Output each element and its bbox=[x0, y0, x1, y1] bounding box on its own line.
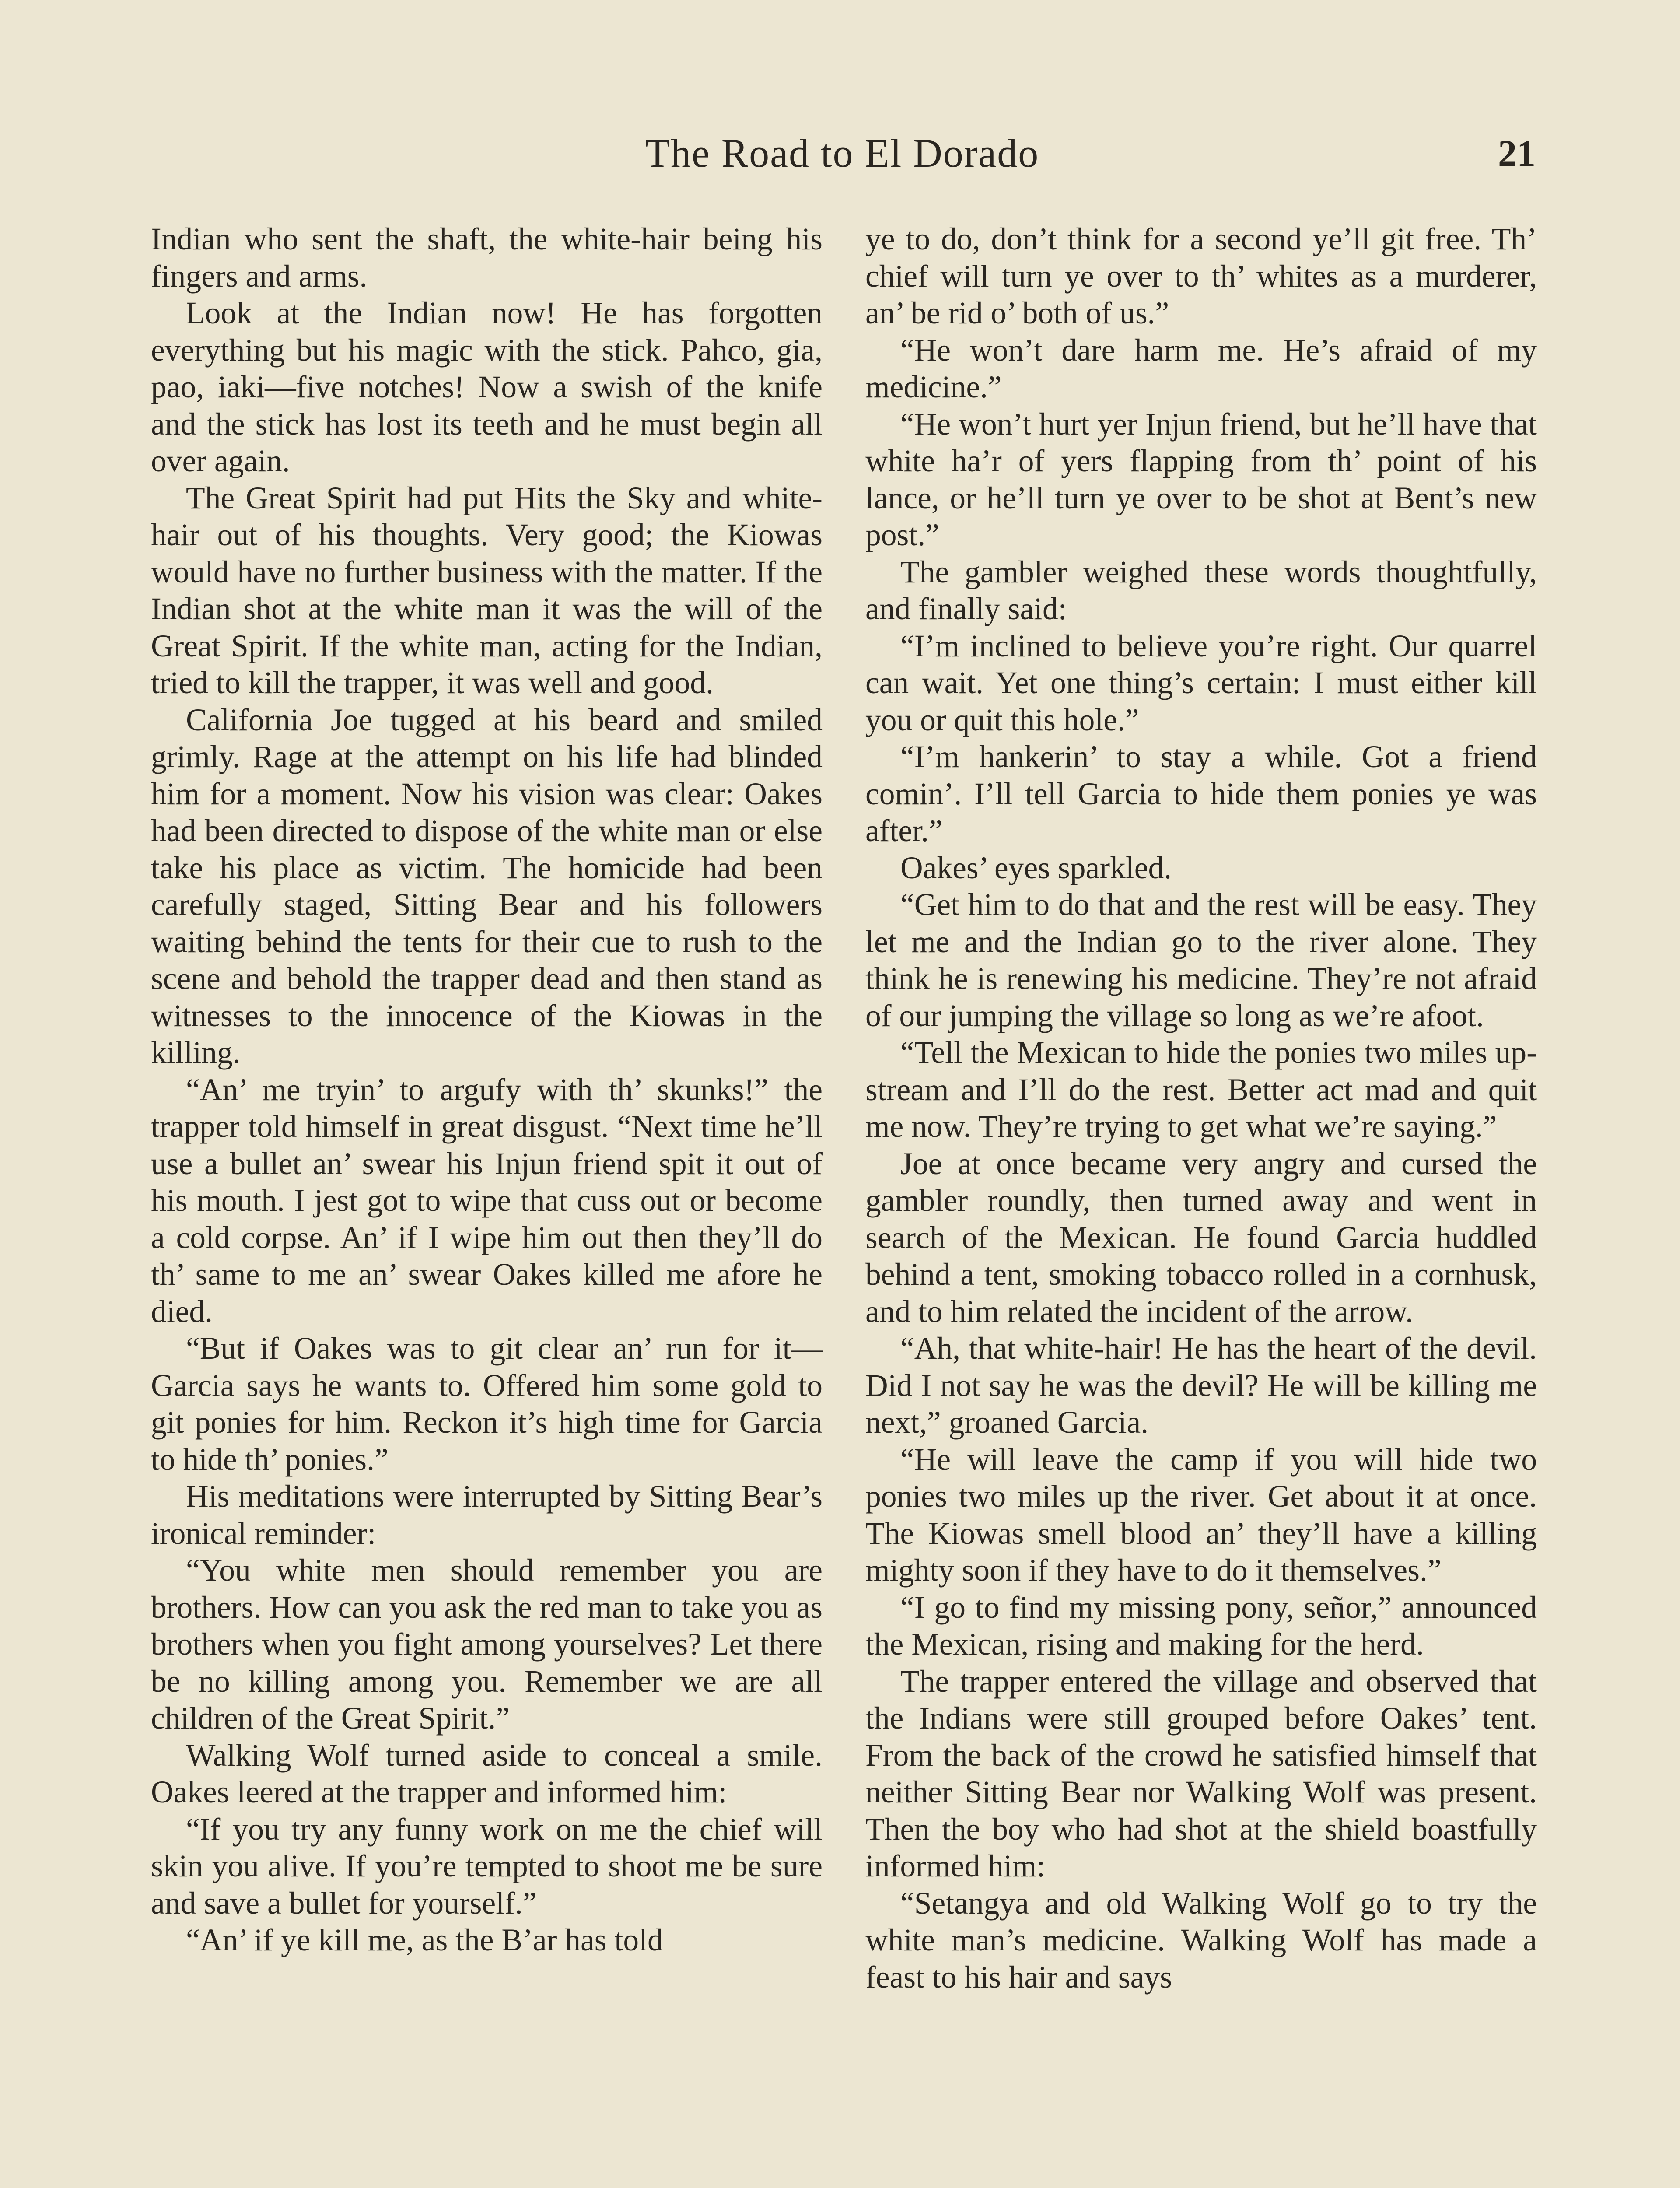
paragraph: “An’ me tryin’ to argufy with th’ skunks!” the trapper told himself in great disgust. “Next time he’ll use a bullet an’ swear his Injun friend spit it out of his mouth. I jest got to wipe that cuss out or become a cold corpse. An’ if I wipe him out then they’ll do th’ same to me an’ swear Oakes killed me afore he died. bbox=[151, 1072, 822, 1329]
paragraph: Indian who sent the shaft, the white-hair being his fingers and arms. bbox=[151, 222, 822, 294]
paragraph: “He won’t hurt yer Injun friend, but he’ll have that white ha’r of yers flapping from th’ point of his lance, or he’ll turn ye over to be shot at Bent’s new post.” bbox=[865, 407, 1537, 552]
paragraph: “But if Oakes was to git clear an’ run for it— Garcia says he wants to. Offered him some gold to git ponies for him. Reckon it’s high time for Garcia to hide th’ ponies.” bbox=[151, 1331, 822, 1477]
paragraph: California Joe tugged at his beard and smiled grimly. Rage at the attempt on his life had blinded him for a moment. Now his vision was clear: Oakes had been directed to dispose of the white man or else take his place as victim. The homicide had been carefully staged, Sitting Bear and his followers waiting behind the tents for their cue to rush to the scene and behold the trapper dead and then stand as witnesses to the innocence of the Kiowas in the killing. bbox=[151, 702, 822, 1070]
paragraph: “Tell the Mexican to hide the ponies two miles up-stream and I’ll do the rest. Better act mad and quit me now. They’re trying to get what we’re saying.” bbox=[865, 1035, 1537, 1144]
right-text-column bbox=[865, 221, 1537, 2188]
paragraph: The Great Spirit had put Hits the Sky and white-hair out of his thoughts. Very good; the Kiowas would have no further business with the matter. If the Indian shot at the white man it was the will of the Great Spirit. If the white man, acting for the Indian, tried to kill the trapper, it was well and good. bbox=[151, 480, 822, 700]
paragraph: ye to do, don’t think for a second ye’ll git free. Th’ chief will turn ye over to th’ whites as a murderer, an’ be rid o’ both of us.” bbox=[865, 222, 1537, 330]
paragraph: “He will leave the camp if you will hide two ponies two miles up the river. Get about it at once. The Kiowas smell blood an’ they’ll have a killing mighty soon if they have to do it themselves.” bbox=[865, 1442, 1537, 1588]
paragraph: “He won’t dare harm me. He’s afraid of my medicine.” bbox=[865, 333, 1537, 404]
paragraph: The trapper entered the village and observed that the Indians were still grouped before Oakes’ tent. From the back of the crowd he satisfied himself that neither Sitting Bear nor Walking Wolf was present. Then the boy who had shot at the shield boastfully informed him: bbox=[865, 1664, 1537, 1883]
left-text-column bbox=[151, 221, 822, 2188]
paragraph: “If you try any funny work on me the chief will skin you alive. If you’re tempted to shoot me be sure and save a bullet for yourself.” bbox=[151, 1812, 822, 1921]
paragraph: Joe at once became very angry and cursed the gambler roundly, then turned away and went in search of the Mexican. He found Garcia huddled behind a tent, smoking tobacco rolled in a cornhusk, and to him related the incident of the arrow. bbox=[865, 1146, 1537, 1329]
paragraph: “I’m hankerin’ to stay a while. Got a friend comin’. I’ll tell Garcia to hide them ponies ye was after.” bbox=[865, 740, 1537, 848]
page-number: 21 bbox=[1498, 132, 1536, 174]
paragraph: Look at the Indian now! He has forgotten everything but his magic with the stick. Pahco, gia, pao, iaki—five notches! Now a swish of the knife and the stick has lost its teeth and he must begin all over again. bbox=[151, 296, 822, 478]
paragraph: “Setangya and old Walking Wolf go to try the white man’s medicine. Walking Wolf has made a feast to his hair and says bbox=[865, 1886, 1537, 1995]
paragraph: “Get him to do that and the rest will be easy. They let me and the Indian go to the river alone. They think he is renewing his medicine. They’re not afraid of our jumping the village so long as we’re afoot. bbox=[865, 887, 1537, 1033]
paragraph: “You white men should remember you are brothers. How can you ask the red man to take you as brothers when you fight among yourselves? Let there be no killing among you. Remember we are all children of the Great Spirit.” bbox=[151, 1553, 822, 1736]
paragraph: “Ah, that white-hair! He has the heart of the devil. Did I not say he was the devil? He will be killing me next,” groaned Garcia. bbox=[865, 1331, 1537, 1440]
page-title: The Road to El Dorado bbox=[645, 131, 1040, 175]
paragraph: “An’ if ye kill me, as the B’ar has told bbox=[186, 1923, 663, 1957]
paragraph: His meditations were interrupted by Sitting Bear’s ironical reminder: bbox=[151, 1479, 822, 1551]
running-header bbox=[149, 127, 1536, 188]
paragraph: Walking Wolf turned aside to conceal a smile. Oakes leered at the trapper and informed him: bbox=[151, 1738, 822, 1809]
paragraph: “I go to find my missing pony, señor,” announced the Mexican, rising and making for the herd. bbox=[865, 1590, 1537, 1662]
paragraph: “I’m inclined to believe you’re right. Our quarrel can wait. Yet one thing’s certain: I must either kill you or quit this hole.” bbox=[865, 628, 1537, 737]
paragraph: The gambler weighed these words thoughtfully, and finally said: bbox=[865, 554, 1537, 626]
paragraph: Oakes’ eyes sparkled. bbox=[900, 850, 1172, 885]
